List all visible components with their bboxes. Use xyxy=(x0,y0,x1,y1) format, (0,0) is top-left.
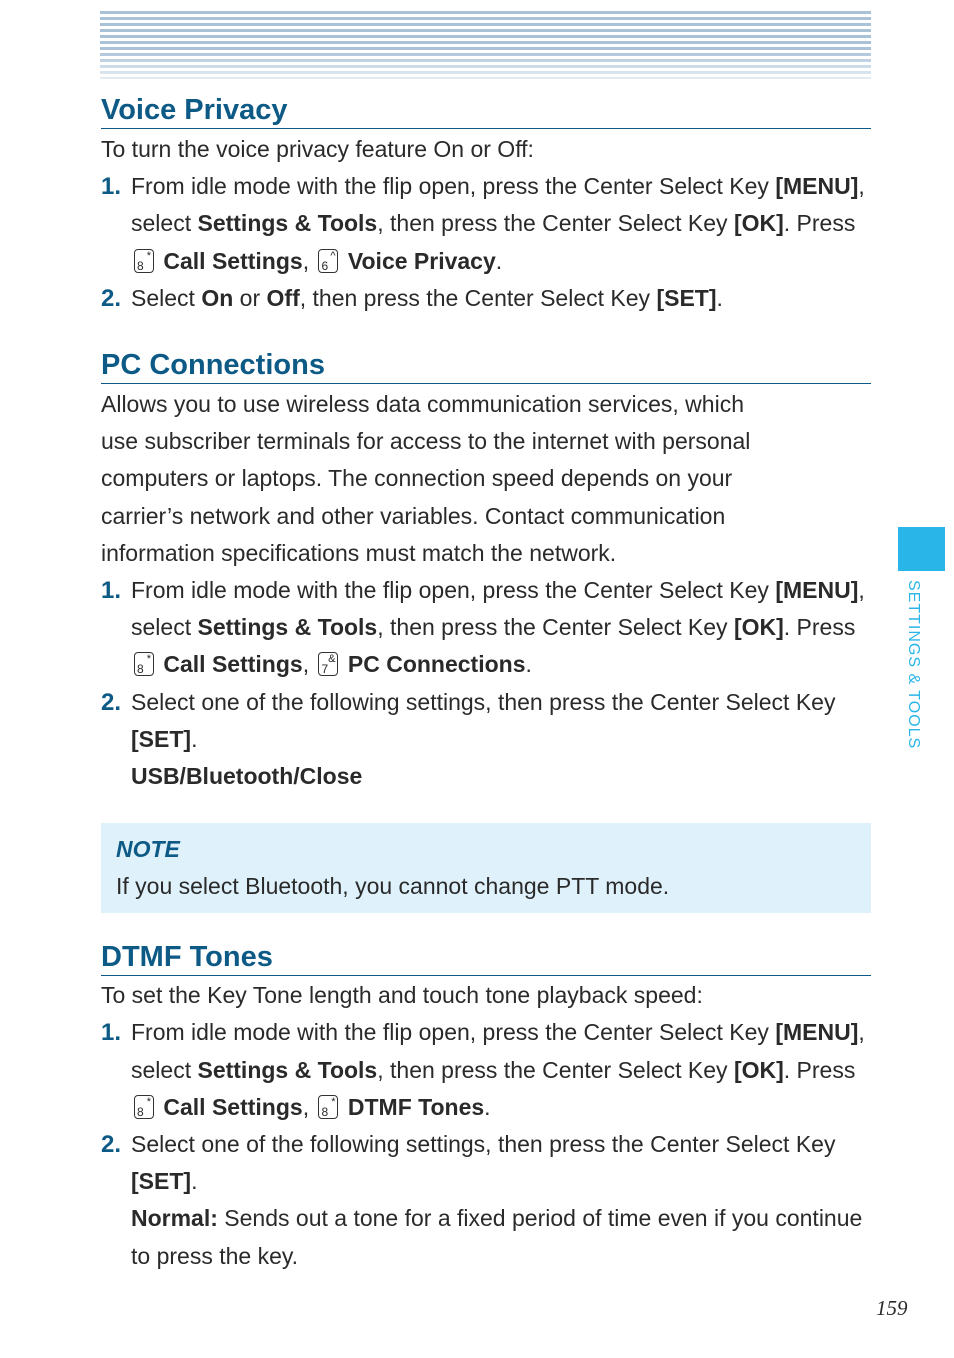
ok-key-label: [OK] xyxy=(733,210,784,237)
step-text: , select xyxy=(131,577,865,641)
normal-option-description xyxy=(101,1200,871,1274)
keypad-8-icon xyxy=(134,1095,154,1119)
keypad-7-icon xyxy=(318,652,338,676)
settings-tools-label: Settings & Tools xyxy=(197,614,378,641)
key-digit: 8 xyxy=(321,1104,329,1119)
intro-line: information specifications must match the network. xyxy=(101,539,617,566)
note-title: NOTE xyxy=(116,836,180,863)
normal-option-text: Sends out a tone for a fixed period of time even if you continue to press the key. xyxy=(131,1205,863,1269)
normal-option-label: Normal: xyxy=(131,1205,218,1232)
step-text: or xyxy=(233,284,267,311)
step-text: . xyxy=(191,1168,198,1195)
note-text: If you select Bluetooth, you cannot change PTT mode. xyxy=(116,873,670,900)
dtmf-tones-heading: DTMF Tones xyxy=(101,939,871,976)
chapter-tab-marker xyxy=(898,527,945,571)
step-text: , then press the Center Select Key xyxy=(377,614,734,641)
on-label: On xyxy=(201,284,234,311)
voice-privacy-steps xyxy=(101,168,871,317)
keypad-8-icon xyxy=(318,1095,338,1119)
step-text: , xyxy=(302,1093,316,1120)
key-symbol: * xyxy=(146,249,151,262)
step-text: . Press xyxy=(783,614,856,641)
step-text: . Press xyxy=(783,210,856,237)
step-number: 1. xyxy=(101,577,122,605)
step-text: , then press the Center Select Key xyxy=(377,1056,734,1083)
pc-connections-intro xyxy=(101,386,871,572)
step-text: , then press the Center Select Key xyxy=(377,210,734,237)
call-settings-label: Call Settings xyxy=(163,651,303,678)
step-text: , select xyxy=(131,1019,865,1083)
key-symbol: * xyxy=(331,1095,336,1108)
key-digit: 8 xyxy=(137,1104,144,1119)
keypad-8-icon xyxy=(134,652,154,676)
intro-line: Allows you to use wireless data communication services, which xyxy=(101,391,744,418)
step-text: , then press the Center Select Key xyxy=(299,284,657,311)
dtmf-tones-steps xyxy=(101,1014,871,1200)
menu-key-label: [MENU] xyxy=(775,577,859,604)
set-key-label: [SET] xyxy=(656,284,717,311)
step-text: . xyxy=(191,725,198,752)
step-number: 2. xyxy=(101,688,122,716)
step-text: , xyxy=(302,247,316,274)
set-key-label: [SET] xyxy=(131,1168,192,1195)
voice-privacy-intro: To turn the voice privacy feature On or Off: xyxy=(101,136,534,162)
key-symbol: * xyxy=(146,1095,151,1108)
step-number: 2. xyxy=(101,1131,122,1159)
dtmf-tones-intro: To set the Key Tone length and touch tone playback speed: xyxy=(101,982,703,1009)
voice-privacy-heading: Voice Privacy xyxy=(101,92,871,129)
key-symbol: * xyxy=(146,653,151,666)
step-text: . xyxy=(484,1093,491,1120)
intro-line: use subscriber terminals for access to the internet with personal xyxy=(101,428,751,455)
step-text: , xyxy=(302,651,316,678)
page-content xyxy=(101,92,871,1275)
step-text: , select xyxy=(131,173,865,237)
list-item xyxy=(101,168,871,280)
key-symbol: & xyxy=(328,653,336,666)
step-text: . xyxy=(495,247,503,274)
ok-key-label: [OK] xyxy=(733,614,784,641)
key-digit: 7 xyxy=(321,662,329,677)
pc-connections-heading: PC Connections xyxy=(101,347,871,384)
voice-privacy-label: Voice Privacy xyxy=(347,247,496,274)
key-symbol: ^ xyxy=(330,249,336,262)
dtmf-tones-label: DTMF Tones xyxy=(347,1093,485,1120)
list-item xyxy=(101,572,871,684)
settings-tools-label: Settings & Tools xyxy=(197,1056,378,1083)
chapter-side-label: SETTINGS & TOOLS xyxy=(905,580,922,750)
settings-tools-label: Settings & Tools xyxy=(197,210,378,237)
off-label: Off xyxy=(266,284,300,311)
call-settings-label: Call Settings xyxy=(163,1093,303,1120)
step-text: Select xyxy=(131,284,202,311)
pc-connections-steps xyxy=(101,572,871,758)
header-stripe-band xyxy=(100,11,871,79)
step-number: 2. xyxy=(101,284,122,312)
keypad-8-icon xyxy=(134,249,154,273)
pc-connection-options: USB/Bluetooth/Close xyxy=(131,763,363,790)
set-key-label: [SET] xyxy=(131,725,192,752)
step-number: 1. xyxy=(101,173,122,201)
step-text: From idle mode with the flip open, press the Center Select Key xyxy=(131,173,776,200)
intro-line: carrier’s network and other variables. Contact communication xyxy=(101,502,726,529)
note-box xyxy=(101,823,871,913)
step-text: From idle mode with the flip open, press the Center Select Key xyxy=(131,577,776,604)
step-number: 1. xyxy=(101,1019,122,1047)
intro-line: computers or laptops. The connection speed depends on your xyxy=(101,465,733,492)
list-item xyxy=(101,280,871,317)
list-item xyxy=(101,1014,871,1126)
page-number: 159 xyxy=(876,1296,908,1320)
key-digit: 8 xyxy=(137,258,144,273)
call-settings-label: Call Settings xyxy=(163,247,303,274)
ok-key-label: [OK] xyxy=(733,1056,784,1083)
key-digit: 8 xyxy=(137,662,144,677)
menu-key-label: [MENU] xyxy=(775,1019,859,1046)
list-item xyxy=(101,1126,871,1200)
step-text: Select one of the following settings, then press the Center Select Key xyxy=(131,1131,836,1158)
step-text: . xyxy=(716,284,723,311)
pc-connections-label: PC Connections xyxy=(347,651,526,678)
key-digit: 6 xyxy=(321,258,329,273)
list-item xyxy=(101,684,871,758)
step-text: Select one of the following settings, then press the Center Select Key xyxy=(131,688,836,715)
step-text: . Press xyxy=(783,1056,856,1083)
step-text: From idle mode with the flip open, press the Center Select Key xyxy=(131,1019,776,1046)
menu-key-label: [MENU] xyxy=(775,173,859,200)
step-text: . xyxy=(525,651,532,678)
keypad-6-icon xyxy=(318,249,338,273)
